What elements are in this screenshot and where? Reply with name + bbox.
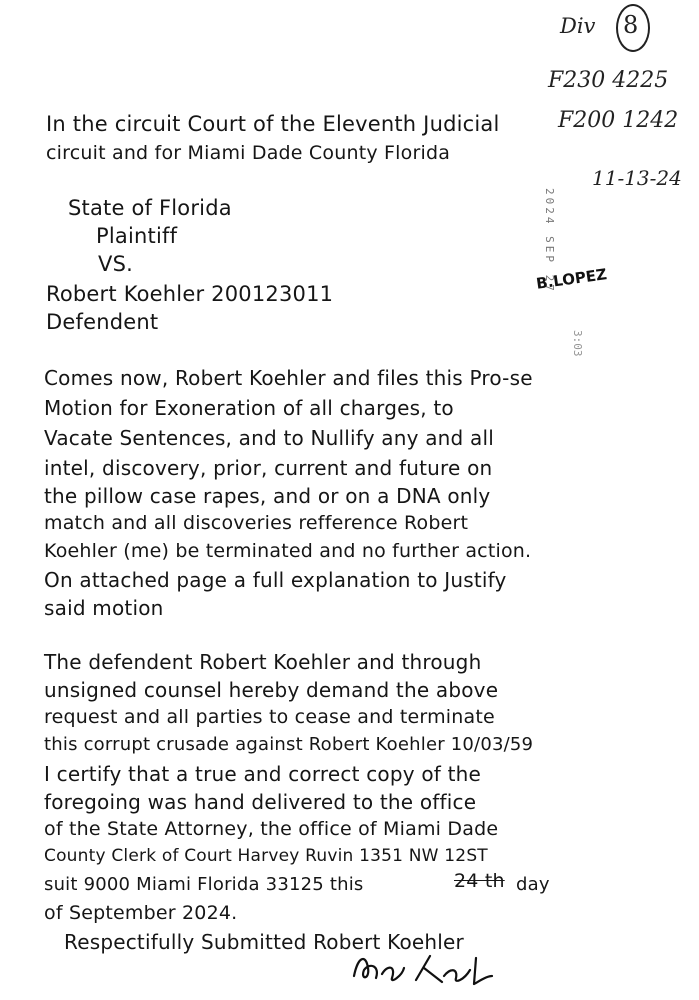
filing-date: 11-13-24 bbox=[592, 166, 682, 190]
court-line-2: circuit and for Miami Dade County Florida bbox=[46, 142, 451, 164]
certification-line: I certify that a true and correct copy of the bbox=[44, 762, 481, 786]
clerk-initials: B.LOPEZ bbox=[535, 265, 608, 293]
motion-line: said motion bbox=[44, 596, 164, 620]
case-number-1: F230 4225 bbox=[548, 68, 669, 93]
month-year: of September 2024. bbox=[44, 902, 238, 924]
plaintiff-name: State of Florida bbox=[68, 196, 232, 220]
certification-line: foregoing was hand delivered to the office bbox=[44, 790, 477, 814]
certification-line: suit 9000 Miami Florida 33125 this bbox=[44, 874, 364, 895]
certification-line: request and all parties to cease and terminate bbox=[44, 706, 495, 728]
versus: VS. bbox=[98, 252, 133, 276]
motion-line: Motion for Exoneration of all charges, to bbox=[44, 396, 454, 420]
day-suffix: day bbox=[516, 874, 550, 895]
motion-line: match and all discoveries refference Robert bbox=[44, 512, 469, 534]
case-number-2: F200 1242 bbox=[558, 108, 679, 133]
respectfully-submitted: Respectifully Submitted Robert Koehler bbox=[64, 930, 464, 954]
division-label: Div bbox=[560, 14, 596, 38]
motion-line: the pillow case rapes, and or on a DNA only bbox=[44, 484, 491, 508]
received-stamp: 2024 SEP 27 bbox=[543, 188, 556, 294]
stamp-fragment: 3:03 bbox=[571, 330, 584, 357]
division-number: 8 bbox=[623, 11, 639, 39]
certification-line: of the State Attorney, the office of Miami Dade bbox=[44, 818, 499, 840]
defendant-role: Defendent bbox=[46, 310, 159, 334]
struck-day: 24 th bbox=[454, 870, 505, 892]
motion-line: Vacate Sentences, and to Nullify any and all bbox=[44, 426, 494, 450]
plaintiff-role: Plaintiff bbox=[96, 224, 178, 248]
motion-line: Koehler (me) be terminated and no further action. bbox=[44, 540, 532, 562]
certification-line: unsigned counsel hereby demand the above bbox=[44, 678, 499, 702]
motion-line: Comes now, Robert Koehler and files this Pro-se bbox=[44, 366, 533, 390]
certification-line: County Clerk of Court Harvey Ruvin 1351 NW 12ST bbox=[44, 846, 488, 866]
court-line-1: In the circuit Court of the Eleventh Judicial bbox=[46, 112, 500, 136]
signature bbox=[346, 946, 516, 990]
motion-line: intel, discovery, prior, current and future on bbox=[44, 456, 493, 480]
motion-line: On attached page a full explanation to Justify bbox=[44, 568, 507, 592]
certification-line: The defendent Robert Koehler and through bbox=[44, 650, 482, 674]
defendant-name: Robert Koehler 200123011 bbox=[46, 282, 334, 306]
certification-line: this corrupt crusade against Robert Koehler 10/03/59 bbox=[44, 734, 534, 755]
